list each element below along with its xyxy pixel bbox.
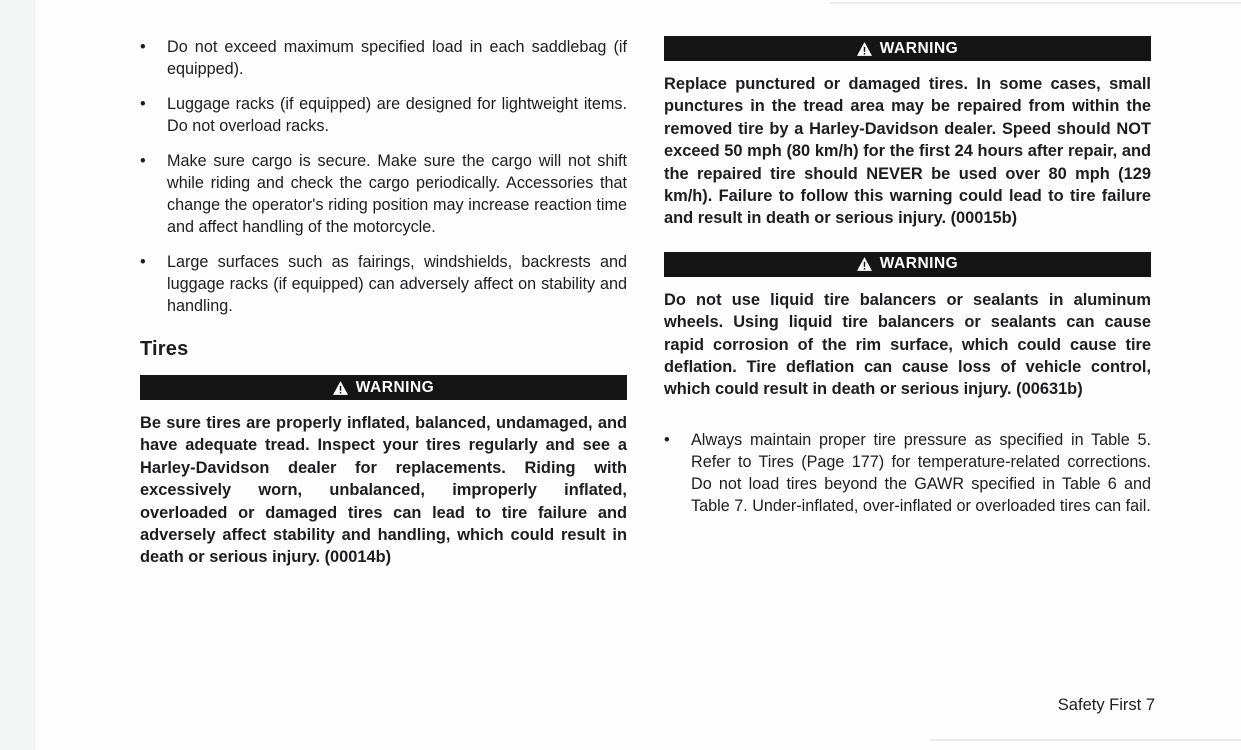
left-column	[140, 36, 627, 569]
list-item-text: Always maintain proper tire pressure as specified in Table 5. Refer to Tires (Page 177) for temperature-related corrections. Do not load tires beyond the GAWR specified in Table 6 and Table 7. Under-inflated, over-inflated or overloaded tires can fail.	[691, 430, 1151, 515]
warning-triangle-icon	[857, 257, 872, 271]
scan-artifact-bottom	[930, 739, 1241, 741]
bullet-marker: •	[140, 38, 146, 56]
warning-body-text: Replace punctured or damaged tires. In some cases, small punctures in the tread area may be repaired from within the removed tire by a Harley-Davidson dealer. Speed should NOT exceed 50 mph (80 km/h) for the first 24 hours after repair, and the repaired tire should NEVER be used over 80 mph (129 km/h). Failure to follow this warning could lead to tire failure and result in death or serious injury. (00015b)	[664, 75, 1151, 228]
list-item-text: Do not exceed maximum specified load in each saddlebag (if equipped).	[167, 38, 627, 78]
bullet-marker: •	[140, 253, 146, 271]
bullet-marker: •	[140, 152, 146, 170]
warning-banner-label: WARNING	[355, 378, 435, 396]
warning-body-text: Do not use liquid tire balancers or sealants in aluminum wheels. Using liquid tire balancers or sealants can cause rapid corrosion of the rim surface, which could cause tire deflation. Tire deflation can cause loss of vehicle control, which could result in death or serious injury. (00631b)	[664, 290, 1151, 399]
page-scan-edge	[0, 0, 35, 750]
list-item	[140, 36, 627, 80]
warning-triangle-icon	[333, 381, 348, 395]
page-footer: Safety First 7	[1057, 696, 1155, 714]
section-heading-tires: Tires	[140, 338, 189, 360]
warning-banner	[664, 252, 1151, 277]
warning-triangle-icon	[857, 42, 872, 56]
list-item-text: Make sure cargo is secure. Make sure the cargo will not shift while riding and check the cargo periodically. Accessories that change the operator's riding position may increase reaction time and affect handling of the motorcycle.	[167, 152, 627, 236]
warning-banner	[664, 36, 1151, 61]
list-item-text: Large surfaces such as fairings, windshields, backrests and luggage racks (if equipped) can adversely affect on stability and handling.	[167, 253, 627, 315]
warning-body-text: Be sure tires are properly inflated, balanced, undamaged, and have adequate tread. Inspect your tires regularly and see a Harley-Davidson dealer for replacements. Riding with excessively worn, unbalanced, improperly inflated, overloaded or damaged tires can lead to tire failure and adversely affect stability and handling, which could result in death or serious injury. (00014b)	[140, 414, 627, 567]
bullet-marker: •	[140, 95, 146, 113]
list-item	[140, 251, 627, 317]
list-item	[140, 150, 627, 238]
page-content	[140, 36, 1151, 569]
warning-banner	[140, 375, 627, 400]
list-item	[140, 93, 627, 137]
list-item-text: Luggage racks (if equipped) are designed for lightweight items. Do not overload racks.	[167, 95, 627, 135]
right-column	[664, 36, 1151, 569]
warning-banner-label: WARNING	[879, 255, 959, 273]
list-item	[664, 429, 1151, 517]
scan-artifact-top	[830, 2, 1241, 4]
bullet-marker: •	[664, 430, 670, 449]
warning-banner-label: WARNING	[879, 39, 959, 57]
